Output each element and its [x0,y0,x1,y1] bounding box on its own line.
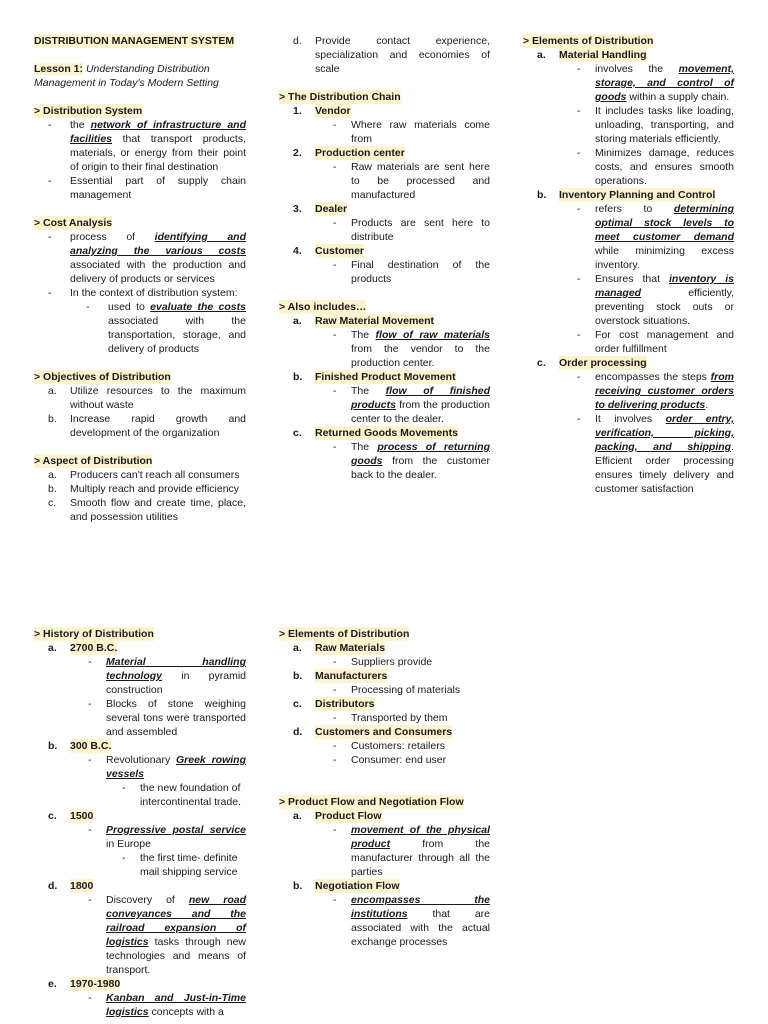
section-also-includes [279,300,490,482]
list-item-text: Discovery of new road conveyances and the railroad expansion of logistics tasks through new technologies and means of transport. [106,894,247,976]
list-item [293,669,490,683]
list-marker: d. [48,880,58,892]
column-2-lower [279,627,490,949]
sub-item [577,202,734,272]
list-marker: 4. [293,245,302,257]
list-item [537,356,734,370]
list-item-text: the new foundation of intercontinental trade. [140,782,241,808]
bullet-dash: - [333,894,337,906]
sub-item [577,146,734,188]
list-marker: 1. [293,105,302,117]
bullet-dash: - [88,992,92,1004]
list-item [293,202,490,216]
list-item-text: the first time- definite mail shipping service [140,852,238,878]
list-marker: a. [48,642,57,654]
list-item [48,468,246,482]
list-item [86,300,246,356]
sub-item [88,655,246,697]
list-item-label: Dealer [315,203,348,215]
list-item-text: Products are sent here to distribute [351,217,490,243]
section-heading: > Cost Analysis [34,217,113,229]
column-3 [523,34,734,496]
bullet-dash: - [86,301,90,313]
bullet-dash: - [577,63,581,75]
list-item-text: Revolutionary Greek rowing vessels [106,754,246,780]
list-marker: a. [48,385,57,397]
list-item-text: Multiply reach and provide efficiency [70,483,240,495]
bullet-dash: - [88,824,92,836]
sub-sub-item [122,851,246,879]
bullet-dash: - [48,119,52,131]
list-item-text: the network of infrastructure and facilities that transport products, materials, or energy from their point of origin to their final destination [70,119,246,173]
list-marker: b. [48,413,57,425]
bullet-dash: - [577,329,581,341]
bullet-dash: - [333,754,337,766]
list-item-label: 300 B.C. [70,740,112,752]
list-item-text: movement of the physical product from the manufacturer through all the parties [351,824,490,878]
list-item-label: Negotiation Flow [315,880,400,892]
section-heading: > Elements of Distribution [279,628,410,640]
sub-item [88,823,246,851]
list-item-text: Customers: retailers [351,740,445,752]
bullet-dash: - [577,105,581,117]
list-item [48,739,246,753]
bullet-dash: - [122,852,126,864]
list-marker: d. [293,726,303,738]
bullet-dash: - [333,217,337,229]
list-item [293,641,490,655]
bullet-dash: - [577,371,581,383]
sub-item [333,893,490,949]
sub-item [333,328,490,370]
list-item [48,809,246,823]
list-marker: b. [48,483,57,495]
sub-item [88,753,246,781]
list-item-label: Manufacturers [315,670,388,682]
sub-item [577,370,734,412]
list-item-label: Material Handling [559,49,647,61]
list-marker: c. [293,427,302,439]
list-marker: c. [48,497,57,509]
list-item [293,370,490,384]
bullet-dash: - [333,441,337,453]
sub-item [333,711,490,725]
list-marker: b. [48,740,58,752]
sub-item [333,258,490,286]
list-item [48,174,246,202]
list-item-label: 1970-1980 [70,978,121,990]
bullet-dash: - [48,231,52,243]
list-item [293,34,490,76]
list-item-text: Consumer: end user [351,754,447,766]
list-item-label: Raw Materials [315,642,386,654]
bullet-dash: - [333,656,337,668]
bullet-dash: - [333,329,337,341]
list-item-text: Blocks of stone weighing several tons were transported and assembled [106,698,246,738]
lesson-label: Lesson 1: [34,63,84,75]
list-marker: c. [48,810,57,822]
list-item-text: Suppliers provide [351,656,433,668]
list-item [537,48,734,62]
list-item [293,697,490,711]
list-marker: c. [537,357,546,369]
list-item [48,118,246,174]
section-objectives [34,370,246,440]
list-item-text: In the context of distribution system: [70,287,238,299]
section-distribution-system [34,104,246,202]
sub-sub-item [122,781,246,809]
list-item [48,879,246,893]
list-item [293,146,490,160]
bullet-dash: - [333,161,337,173]
list-marker: a. [293,315,302,327]
list-item-label: Distributors [315,698,375,710]
list-item-text: The flow of raw materials from the vendor to the production center. [351,329,490,369]
list-item [293,244,490,258]
list-item-label: Returned Goods Movements [315,427,458,439]
list-item [48,384,246,412]
list-item [537,188,734,202]
column-1-lower [34,627,246,1019]
section-heading: > Elements of Distribution [523,35,654,47]
bullet-dash: - [88,656,92,668]
list-item-text: process of identifying and analyzing the various costs associated with the production and delivery of products or services [70,231,246,285]
list-item [293,104,490,118]
list-item [48,641,246,655]
list-item-label: Customers and Consumers [315,726,453,738]
list-item-text: Final destination of the products [351,259,490,285]
list-marker: c. [293,698,302,710]
list-item-text: Raw materials are sent here to be processed and manufactured [351,161,490,201]
section-heading: > Distribution System [34,105,143,117]
bullet-dash: - [88,698,92,710]
sub-item [333,384,490,426]
bullet-dash: - [333,740,337,752]
list-item-text: Processing of materials [351,684,461,696]
list-item-text: Where raw materials come from [351,119,490,145]
bullet-dash: - [577,413,581,425]
list-marker: 2. [293,147,302,159]
sub-item [333,440,490,482]
list-item [48,412,246,440]
list-item-text: Ensures that inventory is managed efficiently, preventing stock outs or overstock situations. [595,273,734,327]
list-item-text: It includes tasks like loading, unloading, transporting, and storing materials efficiently. [595,105,734,145]
bullet-dash: - [577,147,581,159]
section-heading: > Aspect of Distribution [34,455,153,467]
list-item-text: The flow of finished products from the production center to the dealer. [351,385,490,425]
list-item [293,725,490,739]
list-item-text: used to evaluate the costs associated with the transportation, storage, and delivery of products [108,301,246,355]
list-item-text: Progressive postal service in Europe [106,824,246,850]
list-marker: a. [293,810,302,822]
list-item-text: For cost management and order fulfillment [595,329,734,355]
section-product-negotiation-flow [279,795,490,949]
bullet-dash: - [333,385,337,397]
sub-item [88,991,246,1019]
doc-title-block [34,34,246,48]
sub-item [333,216,490,244]
bullet-dash: - [333,684,337,696]
sub-item [577,272,734,328]
list-item-text: Kanban and Just-in-Time logistics concepts with a [106,992,246,1018]
section-aspect [34,454,246,524]
list-item [293,426,490,440]
list-marker: b. [293,880,303,892]
list-item-text: Minimizes damage, reduces costs, and ensures smooth operations. [595,147,734,187]
bullet-dash: - [48,287,52,299]
list-item-label: 1800 [70,880,94,892]
section-heading: > Objectives of Distribution [34,371,171,383]
list-marker: a. [293,642,302,654]
list-item-label: Inventory Planning and Control [559,189,716,201]
sub-item [577,328,734,356]
list-item-text: Producers can't reach all consumers [70,469,240,481]
section-distribution-chain [279,90,490,286]
section-heading: > Product Flow and Negotiation Flow [279,796,464,808]
list-item-text: Provide contact experience, specialization and economies of scale [315,35,490,75]
sub-item [333,739,490,753]
list-marker: a. [48,469,57,481]
page-title: DISTRIBUTION MANAGEMENT SYSTEM [34,35,235,47]
list-marker: b. [293,371,303,383]
list-item [48,977,246,991]
list-item-text: refers to determining optimal stock levels to meet customer demand while minimizing excess inventory. [595,203,734,271]
sub-item [88,893,246,977]
list-item-label: Finished Product Movement [315,371,456,383]
list-item [293,314,490,328]
list-item [48,286,246,300]
list-marker: b. [537,189,547,201]
list-item-text: Smooth flow and create time, place, and possession utilities [70,497,246,523]
list-marker: a. [537,49,546,61]
list-item [48,482,246,496]
sub-item [333,160,490,202]
bullet-dash: - [577,273,581,285]
section-heading: > History of Distribution [34,628,154,640]
column-2 [279,34,490,482]
section-cost-analysis [34,216,246,356]
list-item-label: Customer [315,245,365,257]
sub-item [577,412,734,496]
list-marker: 3. [293,203,302,215]
list-item [48,230,246,286]
list-item-text: The process of returning goods from the customer back to the dealer. [351,441,490,481]
bullet-dash: - [48,175,52,187]
sub-item [577,62,734,104]
list-item-label: Vendor [315,105,351,117]
list-item-label: Product Flow [315,810,382,822]
list-item-label: 2700 B.C. [70,642,118,654]
sub-item [333,655,490,669]
sub-item [333,753,490,767]
bullet-dash: - [333,824,337,836]
list-item [48,496,246,524]
bullet-dash: - [333,259,337,271]
list-item-text: Material handling technology in pyramid construction [106,656,246,696]
list-item-text: Transported by them [351,712,448,724]
sub-item [333,683,490,697]
lesson-line [34,62,246,90]
list-item [293,809,490,823]
bullet-dash: - [88,894,92,906]
list-item-label: Order processing [559,357,647,369]
list-item-text: It involves order entry, verification, picking, packing, and shipping. Efficient order processing ensures timely delivery and customer satisfaction [595,413,734,495]
bullet-dash: - [333,119,337,131]
bullet-dash: - [577,203,581,215]
list-item [293,879,490,893]
list-item-label: Production center [315,147,405,159]
bullet-dash: - [88,754,92,766]
section-heading: > The Distribution Chain [279,91,401,103]
sub-item [88,697,246,739]
list-item-text: involves the movement, storage, and control of goods within a supply chain. [595,63,734,103]
list-marker: b. [293,670,303,682]
list-item-text: encompasses the institutions that are associated with the actual exchange processes [351,894,490,948]
list-marker: d. [293,35,302,47]
list-item-label: 1500 [70,810,94,822]
list-item-label: Raw Material Movement [315,315,435,327]
column-1 [34,34,246,524]
bullet-dash: - [122,782,126,794]
list-item-text: Utilize resources to the maximum without waste [70,385,246,411]
section-heading: > Also includes… [279,301,367,313]
list-marker: e. [48,978,57,990]
sub-item [333,118,490,146]
sub-item [333,823,490,879]
list-item-text: Essential part of supply chain management [70,175,246,201]
list-item-text: encompasses the steps from receiving customer orders to delivering products. [595,371,734,411]
list-item-text: Increase rapid growth and development of the organization [70,413,246,439]
bullet-dash: - [333,712,337,724]
lesson-text: Understanding Distribution Management in Today's Modern Setting [34,63,219,89]
sub-item [577,104,734,146]
